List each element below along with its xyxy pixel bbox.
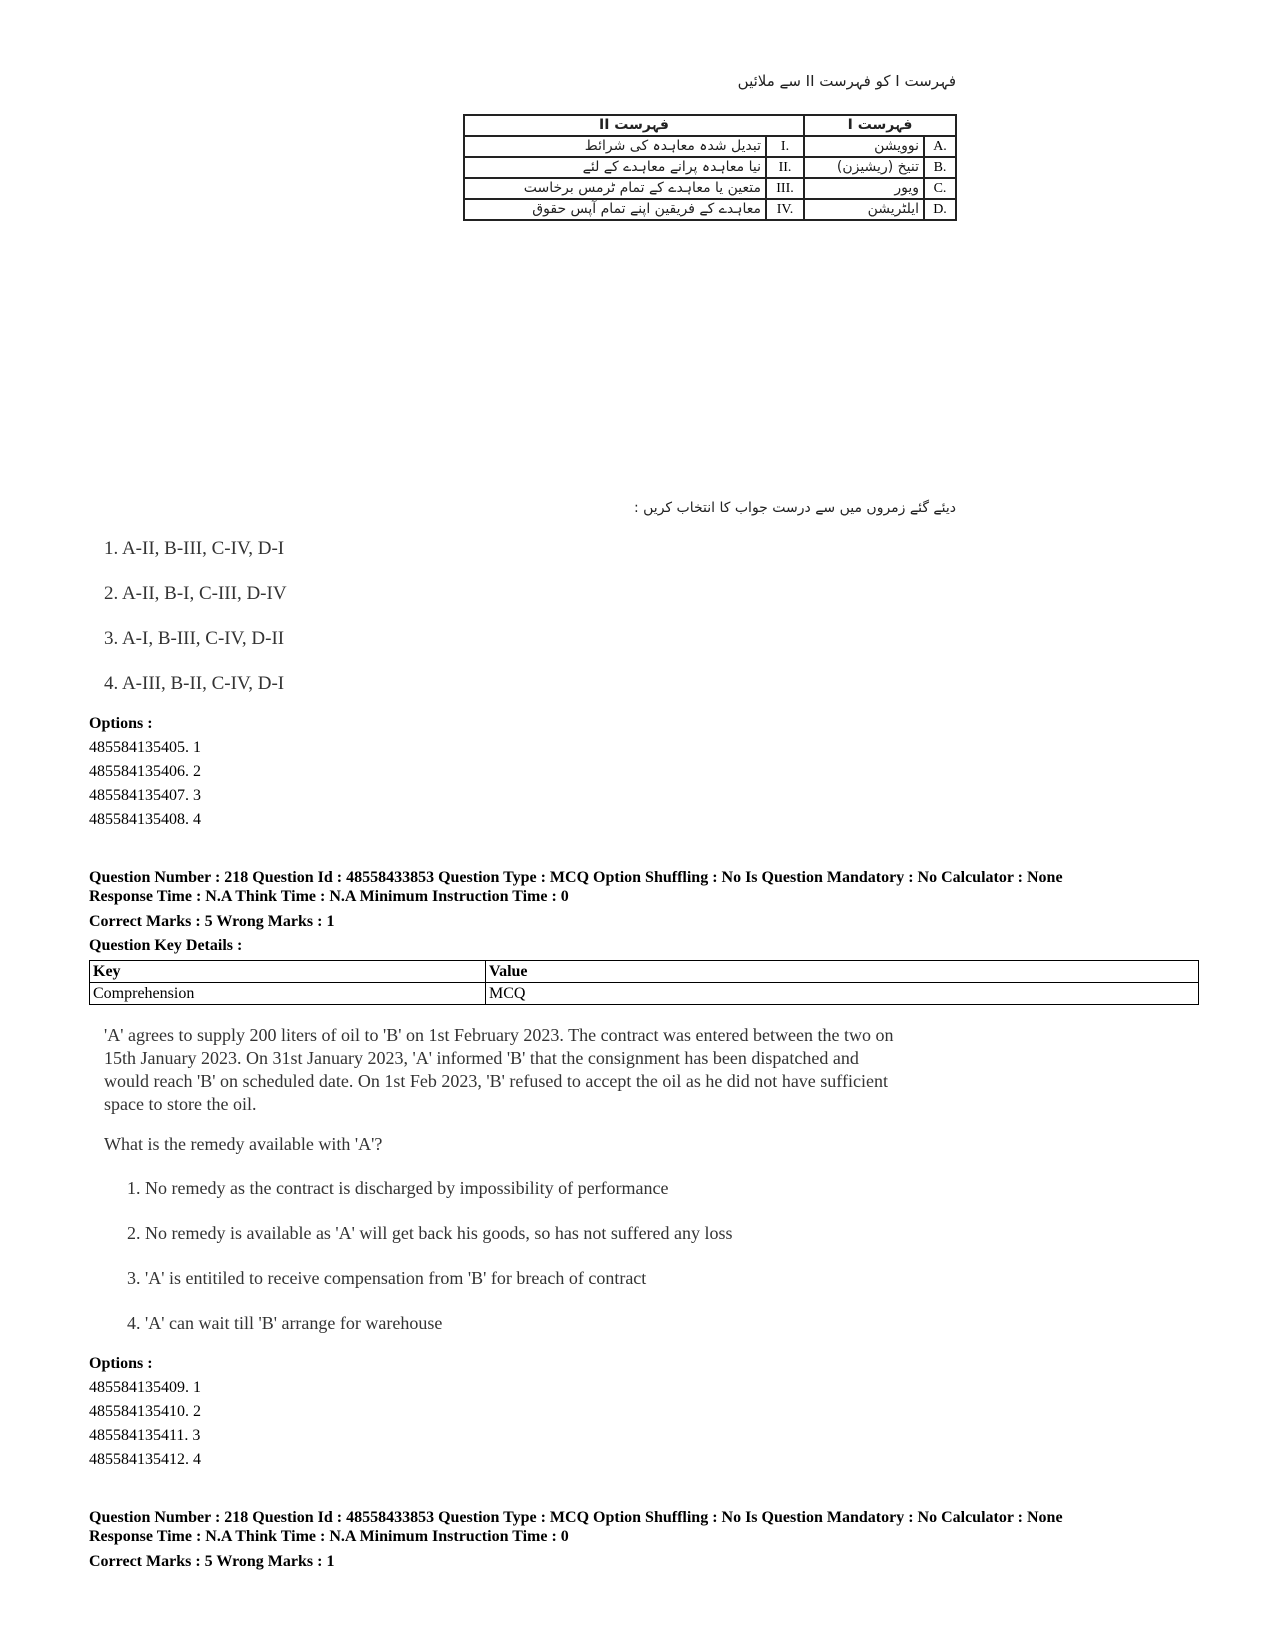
match-table-header xyxy=(464,115,956,136)
answer-list xyxy=(104,538,287,718)
key-cell: Comprehension xyxy=(90,983,486,1005)
row-description: معاہدے کے فریقین اپنے تمام آپس حقوق xyxy=(464,199,766,220)
answer-list xyxy=(127,1177,733,1357)
value-header: Value xyxy=(486,961,1199,983)
passage-line: space to store the oil. xyxy=(104,1094,257,1114)
table-row xyxy=(464,136,956,157)
question-meta xyxy=(89,1508,1209,1546)
table-row xyxy=(464,178,956,199)
answer-choice: 2. No remedy is available as 'A' will get back his goods, so has not suffered any loss xyxy=(127,1223,733,1243)
marks-line: Correct Marks : 5 Wrong Marks : 1 xyxy=(89,1553,335,1570)
option-id: 485584135407. 3 xyxy=(89,787,201,804)
answer-choice: 3. 'A' is entitiled to receive compensation from 'B' for breach of contract xyxy=(127,1268,647,1288)
answer-choice: 2. A-II, B-I, C-III, D-IV xyxy=(104,583,287,604)
row-numeral: IV. xyxy=(766,199,804,220)
option-id: 485584135405. 1 xyxy=(89,739,201,756)
passage-line: 15th January 2023. On 31st January 2023, 'A' informed 'B' that the consignment has been dispatched and xyxy=(104,1048,859,1068)
row-term: ویور xyxy=(804,178,924,199)
option-id: 485584135409. 1 xyxy=(89,1379,201,1396)
option-id: 485584135408. 4 xyxy=(89,811,201,828)
option-id: 485584135410. 2 xyxy=(89,1403,201,1420)
row-term: نوویشن xyxy=(804,136,924,157)
choose-instruction: دیئے گئے زمروں میں سے درست جواب کا انتخاب کریں : xyxy=(633,500,956,516)
answer-choice: 1. No remedy as the contract is discharged by impossibility of performance xyxy=(127,1178,669,1198)
options-label: Options : xyxy=(89,1355,153,1372)
key-header: Key xyxy=(90,961,486,983)
option-id: 485584135411. 3 xyxy=(89,1427,201,1444)
key-details-label: Question Key Details : xyxy=(89,937,243,954)
answer-choice: 3. A-I, B-III, C-IV, D-II xyxy=(104,628,285,649)
passage-line: would reach 'B' on scheduled date. On 1st Feb 2023, 'B' refused to accept the oil as he did not have sufficient xyxy=(104,1071,888,1091)
meta-line: Response Time : N.A Think Time : N.A Minimum Instruction Time : 0 xyxy=(89,1528,569,1545)
options-label: Options : xyxy=(89,715,153,732)
meta-line: Question Number : 218 Question Id : 48558433853 Question Type : MCQ Option Shuffling : No Is Question Mandatory : No Calculator : None xyxy=(89,1509,1063,1526)
row-description: نیا معاہدہ پرانے معاہدے کے لئے xyxy=(464,157,766,178)
options-block xyxy=(89,712,201,832)
row-letter: B. xyxy=(924,157,956,178)
question-text: What is the remedy available with 'A'? xyxy=(104,1134,383,1154)
row-numeral: II. xyxy=(766,157,804,178)
match-table xyxy=(463,114,957,221)
answer-choice: 4. A-III, B-II, C-IV, D-I xyxy=(104,673,285,694)
row-letter: A. xyxy=(924,136,956,157)
option-id: 485584135406. 2 xyxy=(89,763,201,780)
passage xyxy=(104,1024,984,1116)
row-letter: D. xyxy=(924,199,956,220)
table-row xyxy=(464,199,956,220)
passage-line: 'A' agrees to supply 200 liters of oil to 'B' on 1st February 2023. The contract was entered between the two on xyxy=(104,1025,894,1045)
meta-line: Response Time : N.A Think Time : N.A Minimum Instruction Time : 0 xyxy=(89,888,569,905)
list1-header: فہرست I xyxy=(804,115,956,136)
meta-line: Question Number : 218 Question Id : 48558433853 Question Type : MCQ Option Shuffling : No Is Question Mandatory : No Calculator : None xyxy=(89,869,1063,886)
table-row xyxy=(90,961,1199,983)
table-row xyxy=(90,983,1199,1005)
option-id: 485584135412. 4 xyxy=(89,1451,201,1468)
row-numeral: I. xyxy=(766,136,804,157)
row-description: تبدیل شدہ معاہدہ کی شرائط xyxy=(464,136,766,157)
answer-choice: 1. A-II, B-III, C-IV, D-I xyxy=(104,538,285,559)
row-numeral: III. xyxy=(766,178,804,199)
options-block xyxy=(89,1352,201,1472)
answer-choice: 4. 'A' can wait till 'B' arrange for warehouse xyxy=(127,1313,443,1333)
question-meta xyxy=(89,868,1209,906)
row-letter: C. xyxy=(924,178,956,199)
row-term: ایلٹریشن xyxy=(804,199,924,220)
table-row xyxy=(464,157,956,178)
list2-header: فہرست II xyxy=(464,115,804,136)
match-instruction: فہرست I کو فہرست II سے ملائیں xyxy=(737,72,956,90)
marks-line: Correct Marks : 5 Wrong Marks : 1 xyxy=(89,913,335,930)
value-cell: MCQ xyxy=(486,983,1199,1005)
row-term: تنیخ (ریشیزن) xyxy=(804,157,924,178)
row-description: متعین یا معاہدے کے تمام ٹرمس برخاست xyxy=(464,178,766,199)
key-details-table xyxy=(89,960,1199,1005)
